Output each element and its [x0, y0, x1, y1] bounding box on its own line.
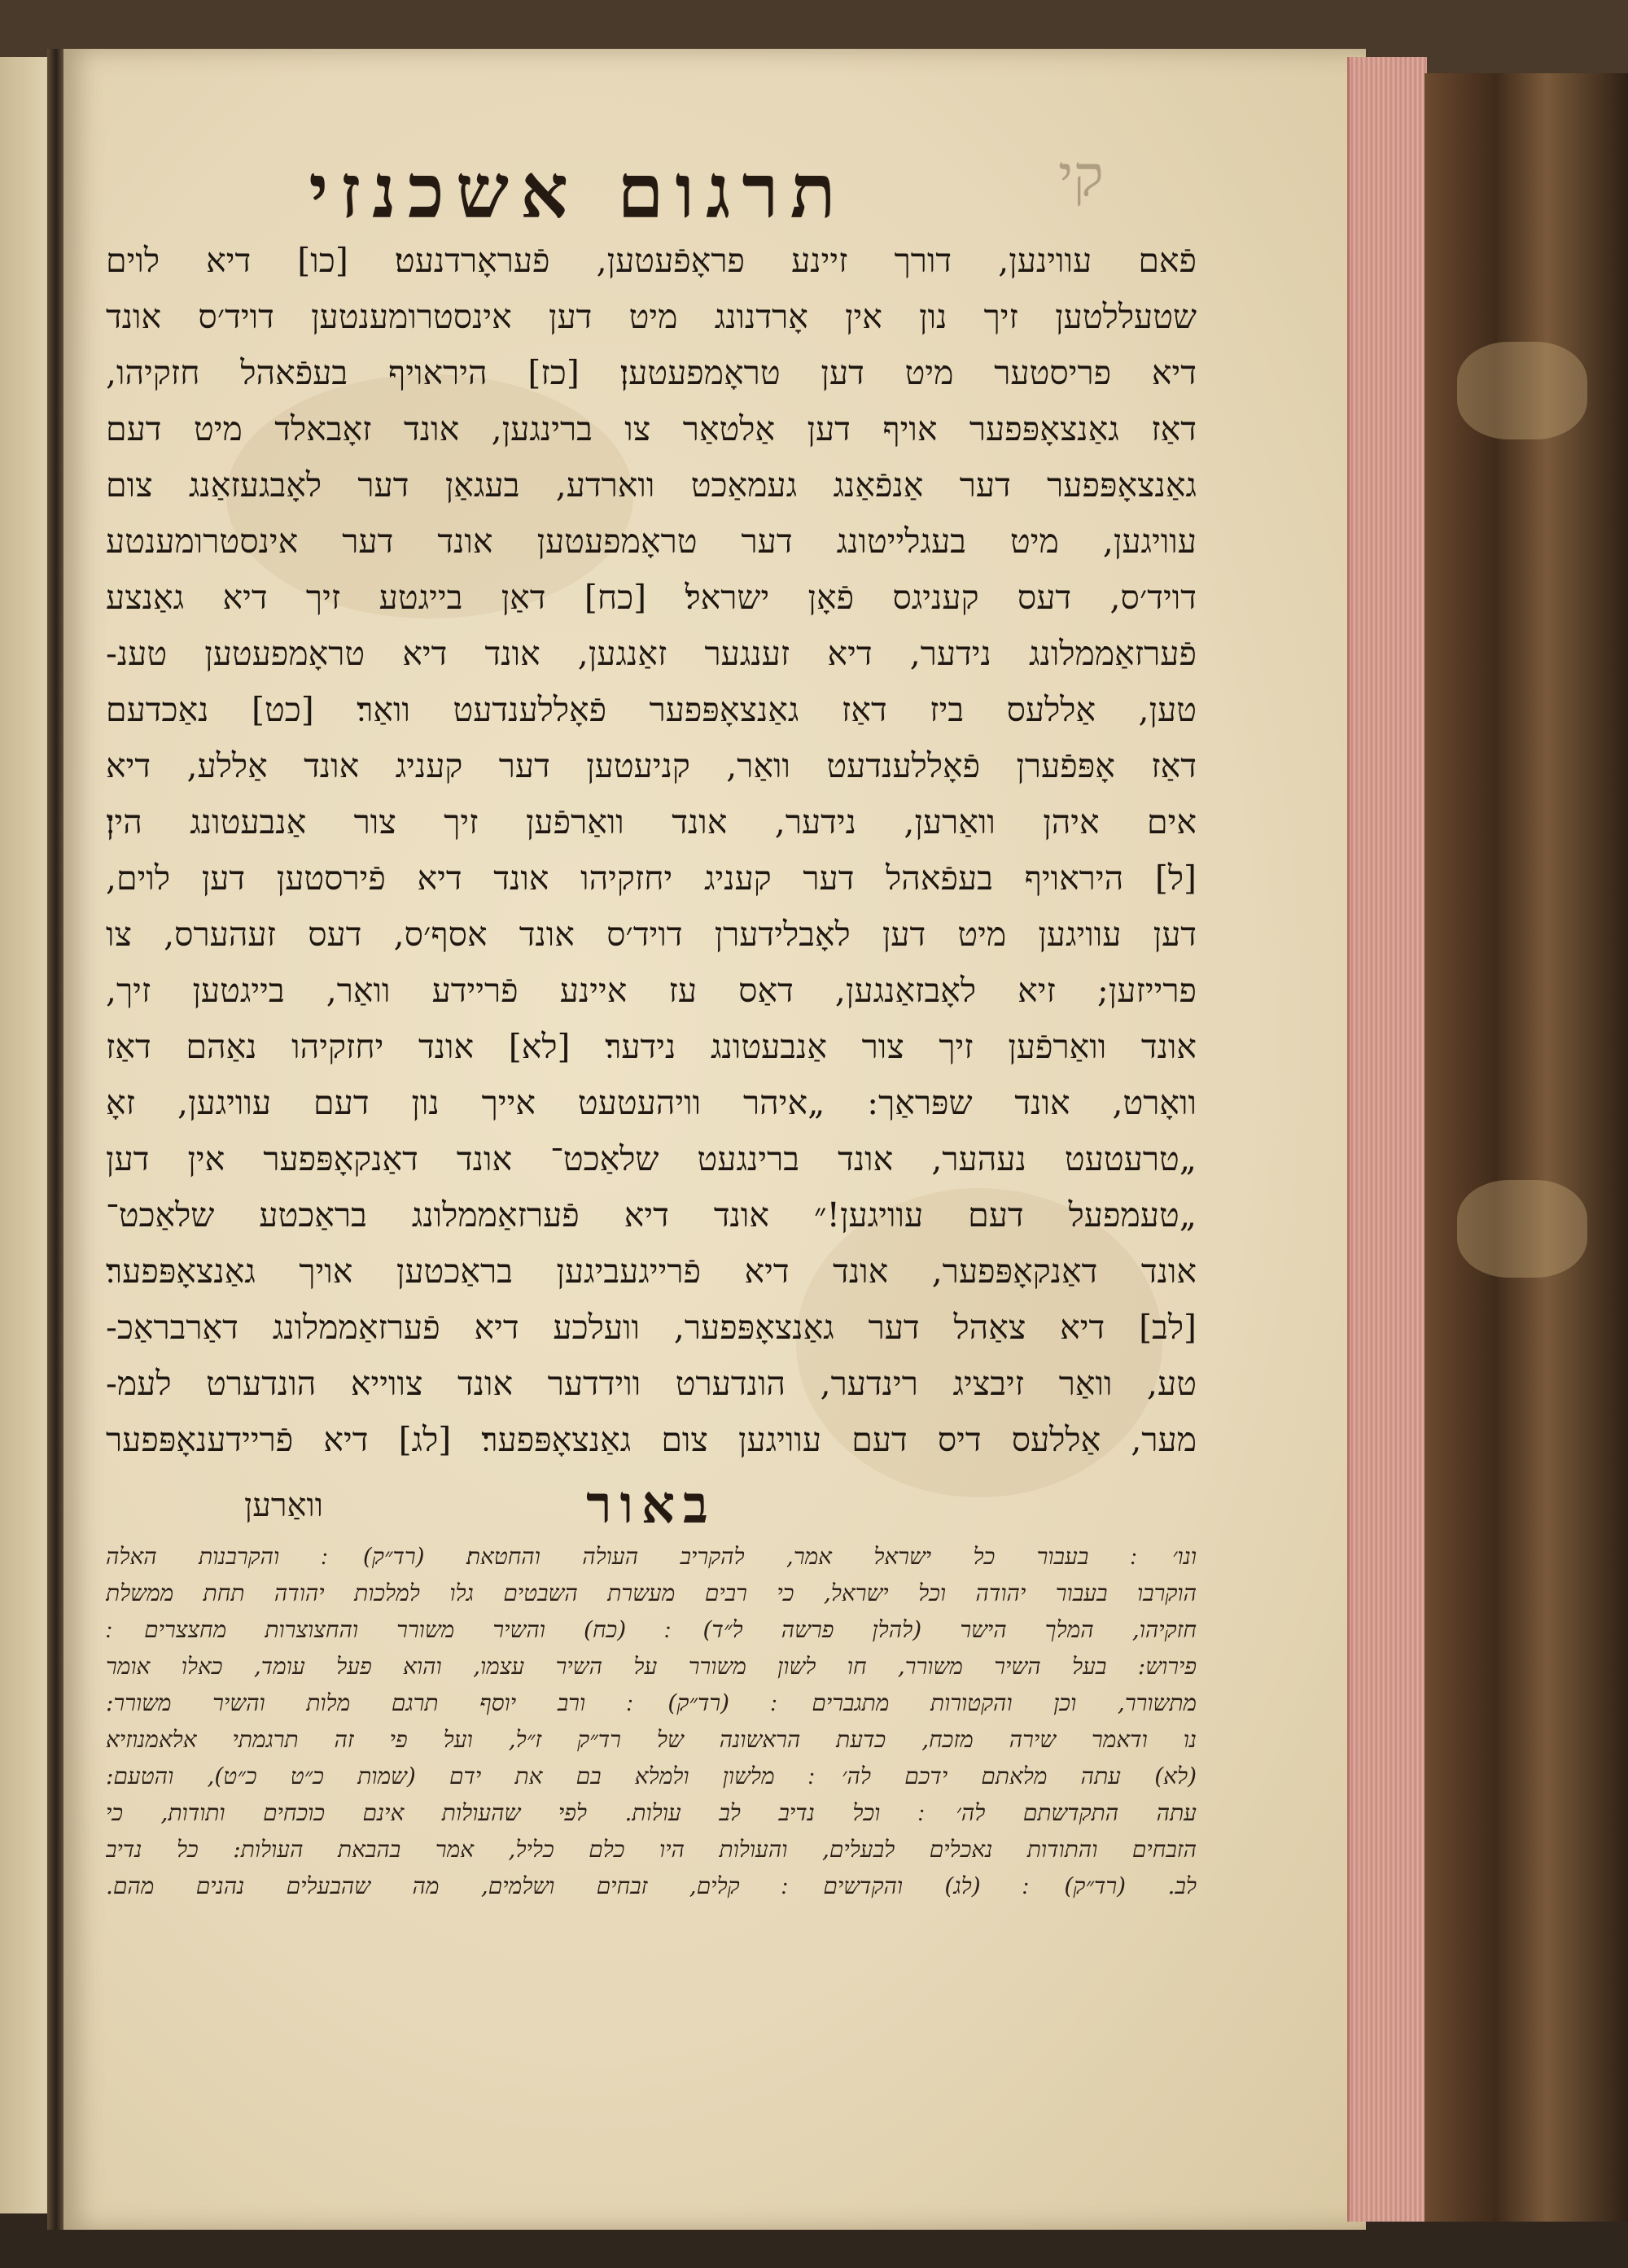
main-text-block	[106, 232, 1197, 1477]
commentary-line: מתשורר, וכן והקטורות מתגברים ׃ (רד״ק) ׃ ורב יוסף תרגם מלות והשיר משורר:	[106, 1689, 1197, 1716]
text-line: וואָרט, אונד שפּראַך: „איהר וויהעטעט אייך נון דעם עוויגען, זאָ	[106, 1083, 1197, 1122]
text-line: [לב] דיא צאַהל דער גאַנצאָפּפער, וועלכע דיא פֿערזאַממלונג דאַרבראַכ-	[106, 1308, 1197, 1347]
commentary-line: חזקיהו, המלך הישר (להלן פרשה ל״ד) ׃ (כח) והשיר משורר והחצוצרות מחצצרים ׃	[106, 1616, 1197, 1643]
commentary-line: פירוש: בעל השיר משורר, חו לשון משורר על השיר עצמו, והוא פעל עומד, כאלו אומר	[106, 1653, 1197, 1680]
text-line: מער, אַללעס דיס דעם עוויגען צום גאַנצאָפּפער׃ [לג] דיא פֿריידענאָפּפער	[106, 1420, 1197, 1459]
commentary-line: עתה התקדשתם לה׳ ׃ וכל נדיב לב עולות. לפי שהעולות אינם כוכחים ותודות, כי	[106, 1799, 1197, 1826]
text-line: גאַנצאָפּפער דער אַנפֿאַנג געמאַכט ווארדע, בעגאַן דער לאָבגעזאַנג צום	[106, 465, 1197, 505]
commentary-heading: באור	[586, 1475, 716, 1536]
text-line: דויד׳ס, דעס קעניגס פֿאָן ישראל׃ [כח] דאַן בייגטע זיך דיא גאַנצע	[106, 578, 1197, 617]
commentary-line: ונו׳ ׃ בעבור כל ישראל אמר, להקריב העולה והחטאת׃ (רד״ק) ׃ והקרבנות האלה	[106, 1543, 1197, 1570]
page-title: תרגום אשכנזי	[309, 147, 847, 235]
text-line: דען עוויגען מיט דען לאָבלידערן דויד׳ס אונד אסף׳ס, דעס זעהערס, צו	[106, 915, 1197, 954]
commentary-line: הוקרבו בעבור יהודה וכל ישראל, כי רבים מעשרת השבטים גלו למלכות יהודה תחת ממשלת	[106, 1580, 1197, 1606]
book-gutter	[47, 49, 65, 2230]
text-line: דיא פריסטער מיט דען טראָמפעטען׃ [כז] היראויף בעפֿאהל חזקיהו,	[106, 353, 1197, 392]
commentary-line: לב. (רד״ק) ׃ (לג) והקדשים ׃ קלים, זבחים ושלמים, מה שהבעלים נהנים מהם.	[106, 1873, 1197, 1899]
text-line: פֿערזאַממלונג נידער, דיא זענגער זאַנגען, אונד דיא טראָמפעטען טענ-	[106, 634, 1197, 673]
text-line: „טרעטעט נעהער, אונד ברינגעט שלאַכט־ אונד דאַנקאָפּפער אין דען	[106, 1139, 1197, 1178]
text-line: שטעללטען זיך נון אין אָרדנונג מיט דען אינסטרומענטען דויד׳ס אונד	[106, 297, 1197, 336]
catchword: וואַרען	[244, 1487, 323, 1524]
text-line: „טעמפעל דעם עוויגען!״ אונד דיא פֿערזאַממלונג בראַכטע שלאַכט־	[106, 1195, 1197, 1235]
commentary-line: נו ודאמר שירה מזכח, כדעת הראשונה של רד״ק ז״ל, ועל פי זה תרגמתי אלאמנוזיא	[106, 1726, 1197, 1753]
text-line: פֿאם עווינען, דורך זיינע פראָפֿעטען, פֿעראָרדנעט׃ [כו] דיא לוים	[106, 241, 1197, 280]
cover-wear-mark	[1457, 342, 1587, 439]
text-line: טען, אַללעס ביז דאַז גאַנצאָפּפער פֿאָללענדעט וואַר׃ [כט] נאַכדעם	[106, 690, 1197, 729]
text-line: דאַז אָפּפֿערן פֿאָללענדעט וואַר, קניעטען דער קעניג אונד אַללע, דיא	[106, 746, 1197, 785]
commentary-line: (לא) עתה מלאתם ידכם לה׳ ׃ מלשון ולמלא בם את ידם (שמות כ״ט כ״ט), והטעם:	[106, 1763, 1197, 1789]
page-block-edge	[1347, 57, 1427, 2222]
page-header	[244, 142, 1104, 236]
text-line: [ל] היראויף בעפֿאהל דער קעניג יחזקיהו אונד דיא פֿירסטען דען לוים,	[106, 859, 1197, 898]
text-line: פרייזען; זיא לאָבזאַנגען, דאַס עז איינע פֿריידע וואַר, בייגטען זיך,	[106, 971, 1197, 1010]
cover-wear-mark	[1457, 1180, 1587, 1278]
text-line: טע, וואַר זיבציג רינדער, הונדערט ווידדער אונד צווייא הונדערט לעמ-	[106, 1364, 1197, 1403]
commentary-line: הזבחים והתודות נאכלים לבעלים, והעולות היו כלם כליל, אמר בהבאת העולות: כל נדיב	[106, 1836, 1197, 1863]
commentary-block	[106, 1542, 1197, 1933]
text-line: אים איהן וואַרען, נידער, אונד וואַרפֿען זיך צור אַנבעטונג הין׃	[106, 802, 1197, 841]
text-line: דאַז גאַנצאָפּפער אויף דען אַלטאַר צו ברינגען, אונד זאָבאלד מיט דעם	[106, 409, 1197, 448]
text-line: אונד וואַרפֿען זיך צור אַנבעטונג נידער׃ [לא] אונד יחזקיהו נאַהם דאַז	[106, 1027, 1197, 1066]
text-line: עוויגען, מיט בעגלייטונג דער טראָמפעטען אונד דער אינסטרומענטע	[106, 522, 1197, 561]
faint-header-mark: קי	[1058, 142, 1104, 209]
text-line: אונד דאַנקאָפּפער, אונד דיא פֿרייגעביגען בראַכטען אויך גאַנצאָפּפער׃	[106, 1252, 1197, 1291]
section-divider	[106, 1473, 1197, 1538]
